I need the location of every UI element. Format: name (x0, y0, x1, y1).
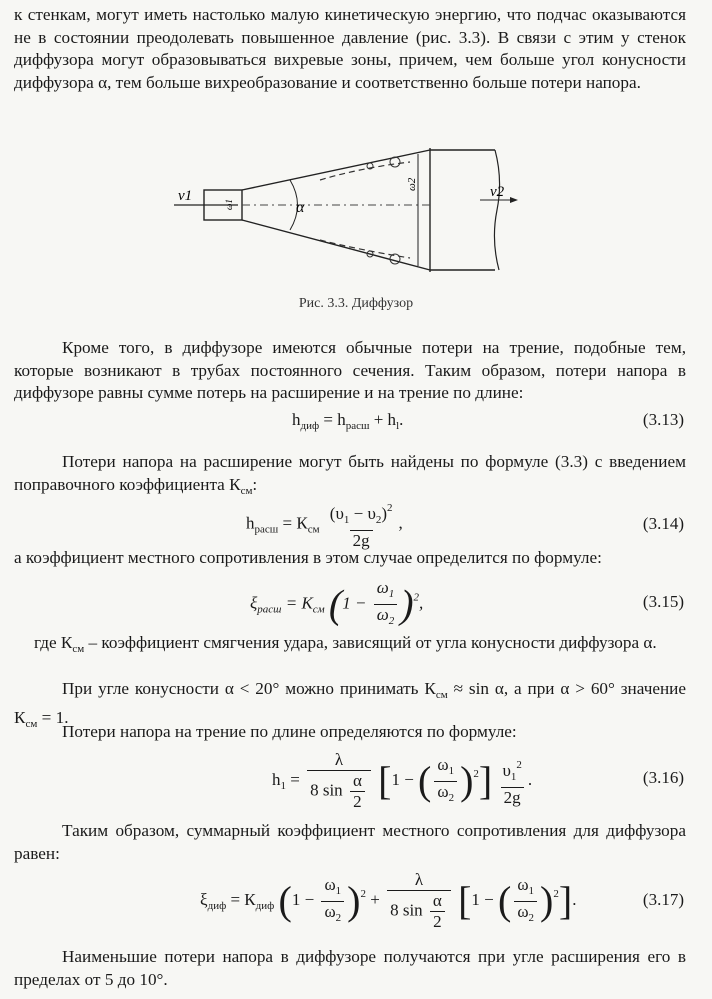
paragraph-8: Таким образом, суммарный коэффициент местного сопротивления для диффузора равен: (14, 821, 686, 863)
paragraph-6: При угле конусности α < 20° можно принимать $К_{см} \approx \sin \alpha$, а при α > 60° значение $К_{см} = 1$. (14, 679, 686, 730)
paragraph-5: где $К_{см}$ – коэффициент смягчения удара, зависящий от угла конусности диффузора α. (34, 633, 657, 655)
paragraph-1: к стенкам, могут иметь настолько малую кинетическую энергию, что подчас оказываются не в состоянии преодолевать повышенное давление (рис. 3.3). В связи с этим у стенок диффузора могут образовываться вихревые зоны, причем, чем больше угол конусности диффузора α, тем больше вихреобразование и соответственно больше потери напора. (14, 5, 686, 92)
paragraph-2: Кроме того, в диффузоре имеются обычные потери на трение, подобные тем, которые возникают в трубах постоянного сечения. Таким образом, потери напора в диффузоре равны сумме потерь на расширение и на трение по длине: (14, 338, 686, 402)
figure-caption: Рис. 3.3. Диффузор (298, 296, 414, 311)
label-w1: ω1 (224, 199, 234, 210)
paragraph-4: а коэффициент местного сопротивления в этом случае определится по формуле: (14, 548, 602, 567)
paragraph-3: Потери напора на расширение могут быть найдены по формуле (3.3) с введением поправочного коэффициента $К_{см}$: (14, 452, 686, 497)
diffuser-figure (0, 140, 712, 280)
label-v1: v1 (178, 188, 193, 204)
paragraph-9: Наименьшие потери напора в диффузоре получаются при угле расширения его в пределах от 5 до 10°. (14, 947, 686, 989)
label-v2: v2 (490, 184, 505, 200)
label-alpha: α (296, 199, 305, 216)
paragraph-7: Потери напора на трение по длине определяются по формуле: (62, 722, 517, 741)
label-w2: ω2 (406, 177, 418, 191)
